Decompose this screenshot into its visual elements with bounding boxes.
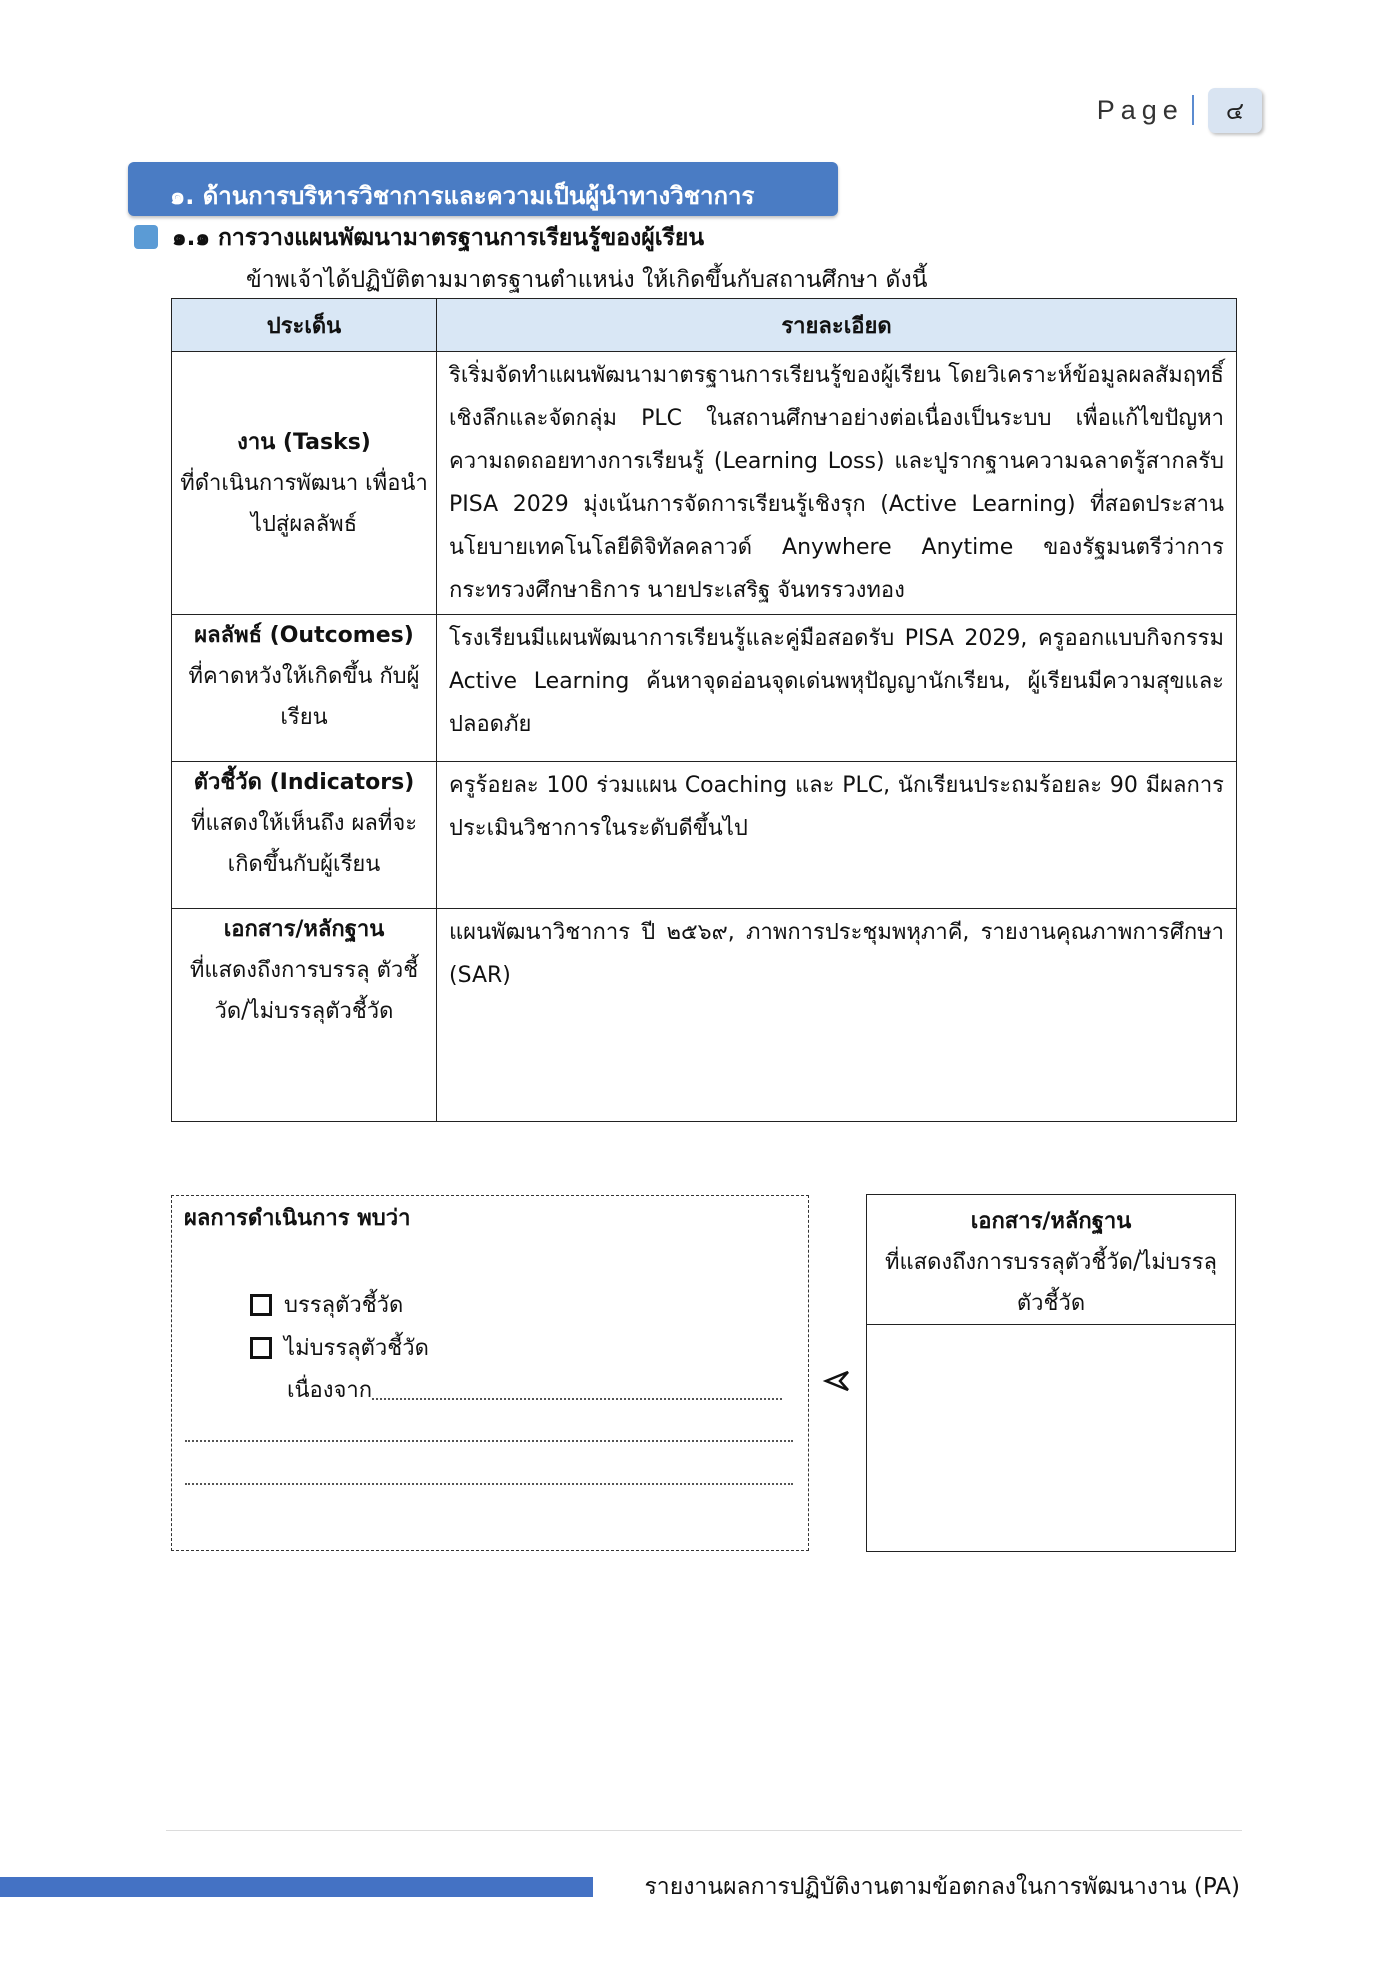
page-header	[1097, 88, 1262, 132]
topic-subtitle: ที่แสดงให้เห็นถึง ผลที่จะเกิดขึ้นกับผู้เรียน	[190, 811, 418, 877]
evidence-box-subtitle: ที่แสดงถึงการบรรลุตัวชี้วัด/ไม่บรรลุตัวชี้วัด	[884, 1250, 1218, 1316]
intro-text: ข้าพเจ้าได้ปฏิบัติตามมาตรฐานตำแหน่ง ให้เกิดขึ้นกับสถานศึกษา ดังนี้	[246, 267, 928, 293]
topic-title: ตัวชี้วัด (Indicators)	[193, 770, 415, 795]
topic-subtitle: ที่คาดหวังให้เกิดขึ้น กับผู้เรียน	[188, 664, 420, 730]
footer-divider	[166, 1830, 1242, 1831]
because-label: เนื่องจาก	[287, 1378, 373, 1403]
achieved-checkbox[interactable]	[250, 1294, 272, 1316]
fill-line[interactable]	[185, 1481, 793, 1485]
subsection-title: ๑.๑ การวางแผนพัฒนามาตรฐานการเรียนรู้ของผู้เรียน	[172, 225, 705, 251]
table-row	[172, 909, 1237, 1122]
evidence-box-header	[867, 1195, 1235, 1325]
subsection-bullet-icon	[134, 225, 158, 249]
page-separator	[1192, 95, 1194, 125]
because-fill-line[interactable]	[372, 1372, 782, 1400]
topic-title: ผลลัพธ์ (Outcomes)	[194, 623, 414, 648]
achieved-label: บรรลุตัวชี้วัด	[284, 1293, 404, 1318]
because-line[interactable]	[287, 1372, 782, 1407]
pa-table	[171, 298, 1237, 1122]
not-achieved-option[interactable]	[250, 1330, 429, 1365]
topic-title: งาน (Tasks)	[237, 429, 371, 455]
result-title: ผลการดำเนินการ พบว่า	[184, 1206, 411, 1231]
topic-cell	[172, 352, 437, 615]
table-row	[172, 615, 1237, 762]
topic-cell	[172, 615, 437, 762]
topic-cell	[172, 909, 437, 1122]
table-row	[172, 352, 1237, 615]
not-achieved-checkbox[interactable]	[250, 1337, 272, 1359]
section-title: ๑. ด้านการบริหารวิชาการและความเป็นผู้นำทางวิชาการ	[170, 182, 755, 210]
topic-title: เอกสาร/หลักฐาน	[223, 917, 385, 942]
page-number: ๔	[1208, 88, 1262, 133]
detail-cell: แผนพัฒนาวิชาการ ปี ๒๕๖๙, ภาพการประชุมพหุภาคี, รายงานคุณภาพการศึกษา (SAR)	[437, 909, 1237, 1122]
page-label: Page	[1096, 94, 1184, 125]
fill-line[interactable]	[185, 1438, 793, 1442]
table-header-detail: รายละเอียด	[437, 299, 1237, 352]
achieved-option[interactable]	[250, 1287, 403, 1322]
footer-accent-bar	[0, 1877, 593, 1897]
table-header-row	[172, 299, 1237, 352]
not-achieved-label: ไม่บรรลุตัวชี้วัด	[284, 1336, 429, 1361]
evidence-box-title: เอกสาร/หลักฐาน	[970, 1209, 1132, 1234]
table-row	[172, 762, 1237, 909]
footer-text: รายงานผลการปฏิบัติงานตามข้อตกลงในการพัฒนางาน (PA)	[644, 1874, 1240, 1900]
table-header-topic: ประเด็น	[172, 299, 437, 352]
topic-subtitle: ที่ดำเนินการพัฒนา เพื่อนำไปสู่ผลลัพธ์	[180, 470, 428, 537]
arrow-left-icon	[822, 1366, 852, 1396]
evidence-box	[866, 1194, 1236, 1552]
detail-cell: ครูร้อยละ 100 ร่วมแผน Coaching และ PLC, นักเรียนประถมร้อยละ 90 มีผลการประเมินวิชาการในระดับดีขึ้นไป	[437, 762, 1237, 909]
topic-cell	[172, 762, 437, 909]
detail-cell: ริเริ่มจัดทำแผนพัฒนามาตรฐานการเรียนรู้ของผู้เรียน โดยวิเคราะห์ข้อมูลผลสัมฤทธิ์เชิงลึกและจัดกลุ่ม PLC ในสถานศึกษาอย่างต่อเนื่องเป็นระบบ เพื่อแก้ไขปัญหาความถดถอยทางการเรียนรู้ (Learning Loss) และปูรากฐานความฉลาดรู้สากลรับ PISA 2029 มุ่งเน้นการจัดการเรียนรู้เชิงรุก (Active Learning) ที่สอดประสานนโยบายเทคโนโลยีดิจิทัลคลาวด์ Anywhere Anytime ของรัฐมนตรีว่าการกระทรวงศึกษาธิการ นายประเสริฐ จันทรรวงทอง	[437, 352, 1237, 615]
detail-cell: โรงเรียนมีแผนพัฒนาการเรียนรู้และคู่มือสอดรับ PISA 2029, ครูออกแบบกิจกรรม Active Learning ค้นหาจุดอ่อนจุดเด่นพหุปัญญานักเรียน, ผู้เรียนมีความสุขและปลอดภัย	[437, 615, 1237, 762]
topic-subtitle: ที่แสดงถึงการบรรลุ ตัวชี้วัด/ไม่บรรลุตัวชี้วัด	[189, 958, 419, 1024]
